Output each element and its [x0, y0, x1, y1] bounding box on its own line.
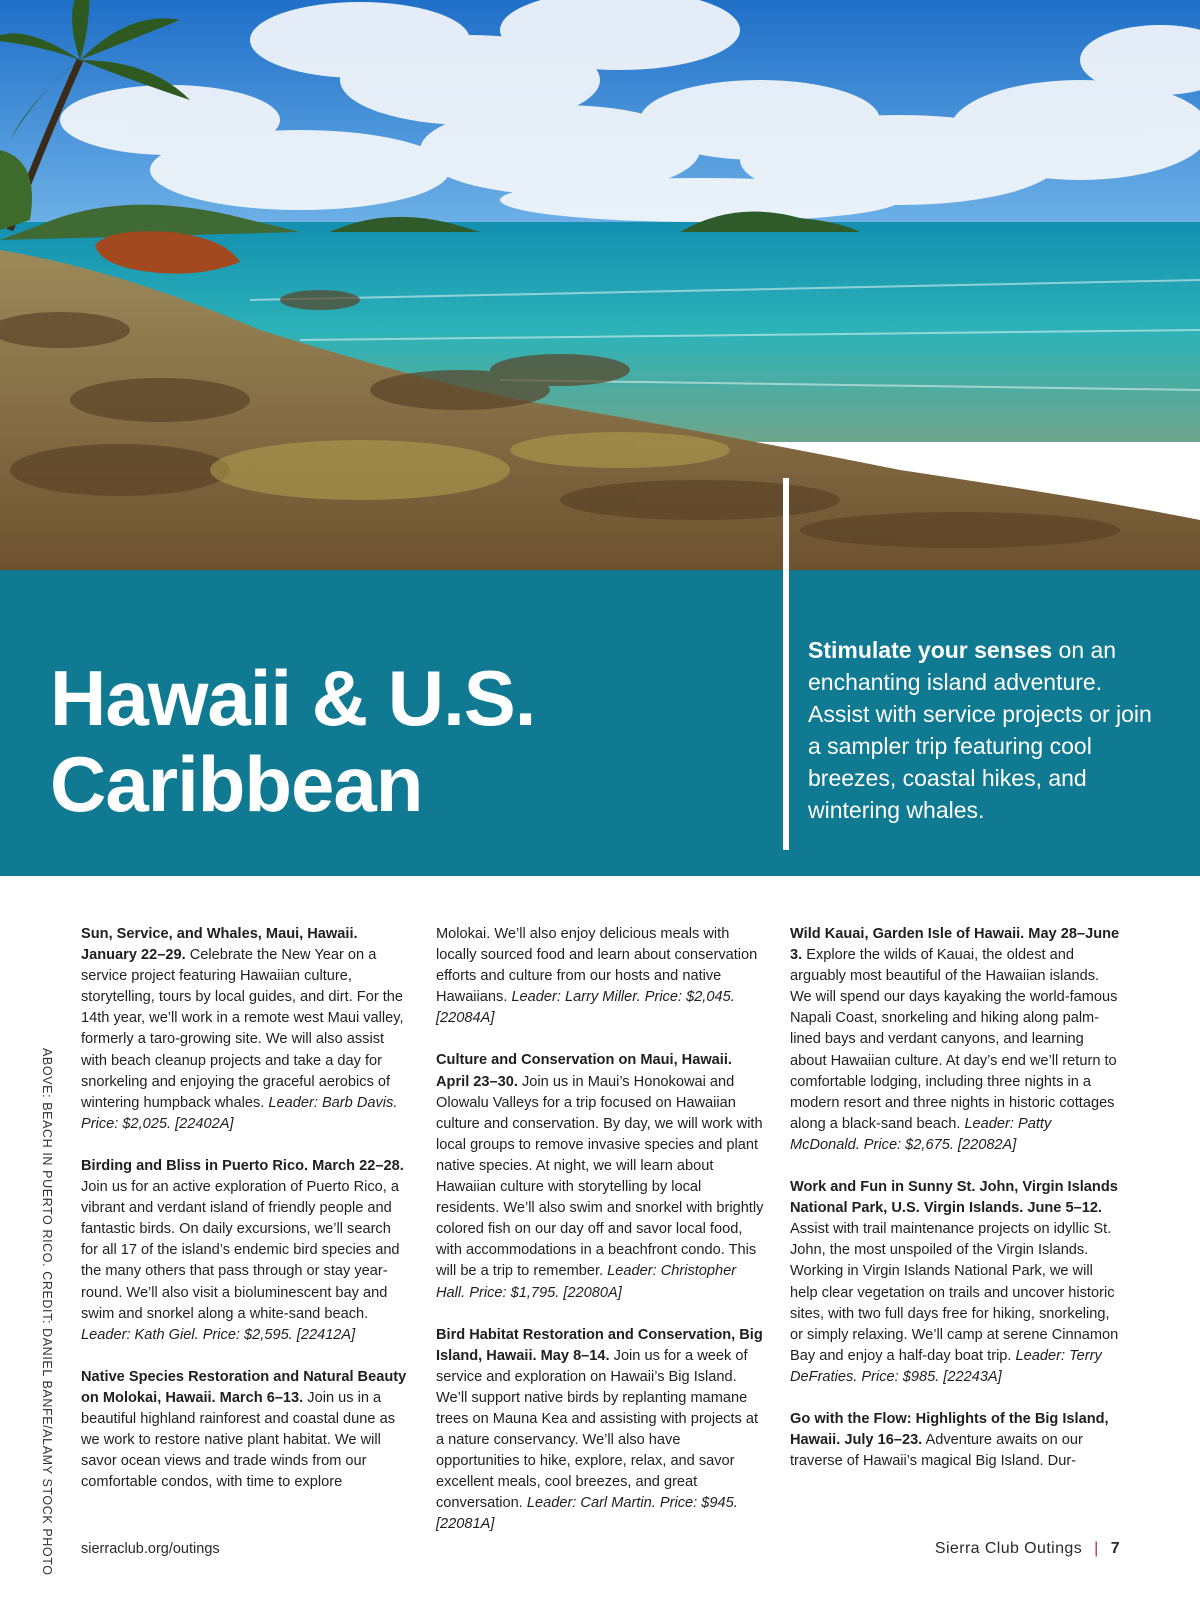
trip-description: Assist with trail maintenance projects on idyllic St. John, the most unspoiled of the Virgin Islands. Working in Virgin Islands National Park, we will help clear vegetation on trails and uncover historic sites, with two full days free for hiking, snorkeling, or simply relaxing. We’ll camp at serene Cinnamon Bay and enjoy a half-day boat trip. [790, 1221, 1119, 1364]
footer-folio [935, 1540, 1120, 1558]
trip-leader-price: Leader: Terry DeFraties. Price: $985. [22243A] [790, 1347, 1102, 1385]
trip-title: Go with the Flow: Highlights of the Big Island, Hawaii. July 16–23. [790, 1410, 1109, 1449]
text-column-3 [790, 924, 1120, 1493]
trip-listing [81, 924, 411, 1135]
trip-description: Join us in a beautiful highland rainforest and coastal dune as we work to restore native plant habitat. We will savor ocean views and trade winds from our comfortable condos, with time to explore [81, 1389, 395, 1491]
trip-listing-continued [436, 924, 766, 1029]
trip-title: Birding and Bliss in Puerto Rico. March 22–28. [81, 1157, 404, 1174]
trip-title: Work and Fun in Sunny St. John, Virgin Islands National Park, U.S. Virgin Islands. June 5–12. [790, 1179, 1118, 1217]
publication-name: Sierra Club Outings [934, 1540, 1083, 1557]
trip-description: Join us for an active exploration of Puerto Rico, a vibrant and verdant island of friendly people and fantastic birds. On daily excursions, we’ll search for all 17 of the island’s endemic bird species and the many others that pass through or stay year-round. We’ll also visit a bioluminescent bay and swim and snorkel along a white-sand beach. [81, 1179, 400, 1322]
trip-listing [790, 924, 1120, 1156]
trip-listing [81, 1156, 411, 1346]
trip-title: Culture and Conservation on Maui, Hawaii. April 23–30. [436, 1052, 732, 1090]
hero-photo [0, 0, 1200, 570]
trip-description: Join us in Maui’s Honokowai and Olowalu Valleys for a trip focused on Hawaiian culture and conservation. By day, we will work with local groups to remove invasive species and plant native species. At night, we will learn about Hawaiian culture with storytelling by local residents. We’ll also swim and snorkel with brightly colored fish on our day off and savor local food, with accommodations in a beachfront condo. This will be a trip to remember. [436, 1073, 764, 1280]
section-title: Hawaii & U.S. Caribbean [50, 654, 536, 828]
page-number: 7 [1110, 1540, 1120, 1557]
trip-description: Adventure awaits on our traverse of Hawaii’s magical Big Island. Dur- [790, 1432, 1083, 1470]
vertical-divider [783, 478, 789, 850]
footer-url[interactable]: sierraclub.org/outings [81, 1541, 220, 1557]
trip-listing [436, 1325, 766, 1536]
footer-separator: | [1094, 1540, 1099, 1557]
beach-photo-image [0, 0, 1200, 570]
text-column-1 [81, 924, 411, 1514]
section-intro [808, 634, 1168, 826]
trip-listing [436, 1050, 766, 1303]
trip-leader-price: Leader: Barb Davis. Price: $2,025. [22402A] [81, 1094, 398, 1132]
photo-credit: ABOVE: BEACH IN PUERTO RICO. CREDIT: DANIEL BANFE/ALAMY STOCK PHOTO [40, 1048, 54, 1576]
trip-description: Explore the wilds of Kauai, the oldest and arguably most beautiful of the Hawaiian islands. We will spend our days kayaking the world-famous Napali Coast, snorkeling and hiking along palm-lined bays and verdant canyons, and learning about Hawaiian culture. At day’s end we’ll return to comfortable lodging, including three nights in a modern resort and three nights in historic cottages along a black-sand beach. [790, 947, 1118, 1132]
trip-listing [81, 1367, 411, 1494]
trip-listing [790, 1177, 1120, 1388]
trip-listing [790, 1409, 1120, 1472]
trip-leader-price: Leader: Carl Martin. Price: $945. [22081A] [436, 1495, 738, 1533]
trip-leader-price: Leader: Christopher Hall. Price: $1,795. [22080A] [436, 1263, 737, 1301]
trip-title: Native Species Restoration and Natural Beauty on Molokai, Hawaii. March 6–13. [81, 1368, 407, 1406]
trip-description: Molokai. We’ll also enjoy delicious meals with locally sourced food and learn about conservation efforts and culture from our hosts and native Hawaiians. [436, 926, 758, 1006]
intro-text: on an enchanting island adventure. Assist with service projects or join a sampler trip featuring cool breezes, coastal hikes, and wintering whales. [808, 637, 1152, 823]
trip-title: Sun, Service, and Whales, Maui, Hawaii. January 22–29. [81, 926, 358, 964]
trip-description: Celebrate the New Year on a service project featuring Hawaiian culture, storytelling, tours by local guides, and dirt. For the 14th year, we’ll work in a remote west Maui valley, formerly a taro-growing site. We will also assist with beach cleanup projects and take a day for snorkeling and enjoying the graceful aerobics of wintering humpback whales. [81, 947, 404, 1111]
trip-title: Bird Habitat Restoration and Conservation, Big Island, Hawaii. May 8–14. [436, 1326, 763, 1364]
trip-title: Wild Kauai, Garden Isle of Hawaii. May 28–June 3. [790, 926, 1120, 964]
intro-lead: Stimulate your senses [808, 637, 1053, 663]
trip-description: Join us for a week of service and exploration on Hawaii’s Big Island. We’ll support native birds by replanting mamane trees on Mauna Kea and assisting with projects at a nature conservancy. We’ll also have opportunities to hike, explore, relax, and savor excellent meals, cool breezes, and great conversation. [436, 1347, 759, 1512]
trip-leader-price: Leader: Patty McDonald. Price: $2,675. [22082A] [790, 1115, 1052, 1153]
section-banner [0, 570, 1200, 876]
trip-leader-price: Leader: Larry Miller. Price: $2,045. [22084A] [436, 989, 735, 1027]
trip-leader-price: Leader: Kath Giel. Price: $2,595. [22412A] [81, 1326, 356, 1343]
text-column-2 [436, 924, 766, 1557]
